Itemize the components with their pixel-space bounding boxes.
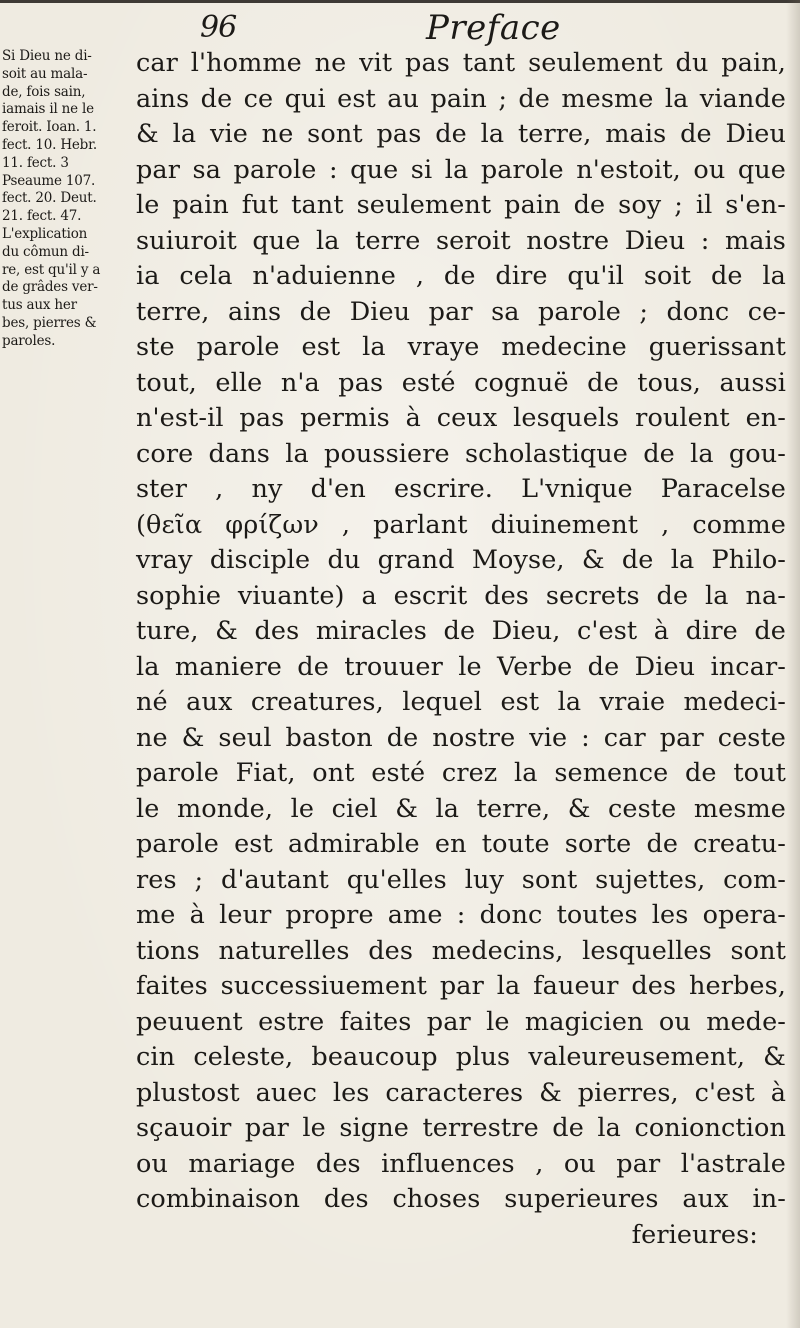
- text-line: sçauoir par le signe terrestre de la conionction: [136, 1113, 786, 1143]
- text-line: ste parole est la vraye medecine guerissant: [136, 332, 786, 362]
- text-line: res ; d'autant qu'elles luy sont sujettes, com-: [136, 864, 786, 895]
- text-line: plustost auec les caracteres & pierres, c'est à: [136, 1077, 786, 1108]
- text-line: core dans la poussiere scholastique de la gou-: [136, 438, 786, 469]
- text-line: par sa parole : que si la parole n'estoit, ou que: [136, 154, 786, 185]
- text-line: ou mariage des influences , ou par l'astrale: [136, 1148, 786, 1179]
- text-line: ia cela n'aduienne , de dire qu'il soit de la: [136, 261, 786, 291]
- text-line: terre, ains de Dieu par sa parole ; donc ce-: [136, 296, 786, 327]
- margin-note-line: paroles.: [2, 332, 56, 349]
- text-line: vray disciple du grand Moyse, & de la Philo-: [136, 545, 786, 575]
- margin-note-line: fect. 10. Hebr.: [2, 136, 97, 153]
- text-line: parole Fiat, ont esté crez la semence de tout: [136, 758, 786, 788]
- text-line: & la vie ne sont pas de la terre, mais de Dieu: [136, 119, 786, 149]
- text-line: me à leur propre ame : donc toutes les opera-: [136, 900, 786, 930]
- text-line: né aux creatures, lequel est la vraie medeci-: [136, 687, 786, 717]
- text-line: parole est admirable en toute sorte de creatu-: [136, 829, 786, 859]
- margin-note-line: 11. fect. 3: [2, 154, 69, 171]
- text-line: car l'homme ne vit pas tant seulement du pain,: [136, 48, 786, 78]
- text-line: ture, & des miracles de Dieu, c'est à dire de: [136, 616, 786, 646]
- text-line: tions naturelles des medecins, lesquelles sont: [136, 935, 786, 966]
- margin-note-line: Si Dieu ne di-: [2, 48, 92, 64]
- margin-note-line: Pseaume 107.: [2, 172, 96, 189]
- margin-note-line: iamais il ne le: [2, 101, 94, 118]
- margin-note-line: tus aux her: [2, 297, 77, 314]
- text-line: la maniere de trouuer le Verbe de Dieu incar-: [136, 651, 786, 682]
- page-top-border: [0, 0, 800, 8]
- text-line: le pain fut tant seulement pain de soy ; il s'en-: [136, 190, 786, 220]
- text-line: tout, elle n'a pas esté cognuë de tous, aussi: [136, 367, 786, 398]
- margin-note-line: re, est qu'il y a: [2, 261, 101, 278]
- text-line: ains de ce qui est au pain ; de mesme la viande: [136, 83, 786, 114]
- running-head: [0, 8, 800, 48]
- margin-note-line: de grâdes ver-: [2, 279, 98, 296]
- text-line: combinaison des choses superieures aux in-: [136, 1184, 786, 1214]
- text-line: n'est-il pas permis à ceux lesquels roulent en-: [136, 403, 786, 433]
- page-gutter-shadow: [786, 0, 800, 1328]
- text-line-catchword: ferieures:: [631, 1219, 758, 1250]
- margin-note-line: de, fois sain,: [2, 83, 86, 100]
- margin-note-line: feroit. Ioan. 1.: [2, 119, 97, 136]
- margin-notes: [2, 48, 126, 351]
- margin-note-line: fect. 20. Deut.: [2, 190, 97, 207]
- text-line: le monde, le ciel & la terre, & ceste mesme: [136, 793, 786, 824]
- text-line: sophie viuante) a escrit des secrets de la na-: [136, 580, 786, 611]
- text-line: peuuent estre faites par le magicien ou mede-: [136, 1006, 786, 1037]
- margin-note-line: L'explication: [2, 225, 88, 242]
- text-line: (θεῖα φρίζων , parlant diuinement , comme: [136, 509, 786, 540]
- margin-note-line: bes, pierres &: [2, 314, 97, 331]
- margin-note-line: du cômun di-: [2, 243, 89, 260]
- text-line: ster , ny d'en escrire. L'vnique Paracelse: [136, 474, 786, 504]
- text-line: faites successiuement par la faueur des herbes,: [136, 971, 786, 1001]
- page-number: 96: [200, 10, 237, 45]
- text-line: ne & seul baston de nostre vie : car par ceste: [136, 722, 786, 753]
- margin-note-line: 21. fect. 47.: [2, 208, 82, 225]
- body-text: [136, 46, 786, 1253]
- text-line: suiuroit que la terre seroit nostre Dieu : mais: [136, 225, 786, 256]
- text-line: cin celeste, beaucoup plus valeureusement, &: [136, 1042, 786, 1072]
- margin-note-line: soit au mala-: [2, 65, 88, 82]
- running-head-title: Preface: [426, 8, 561, 48]
